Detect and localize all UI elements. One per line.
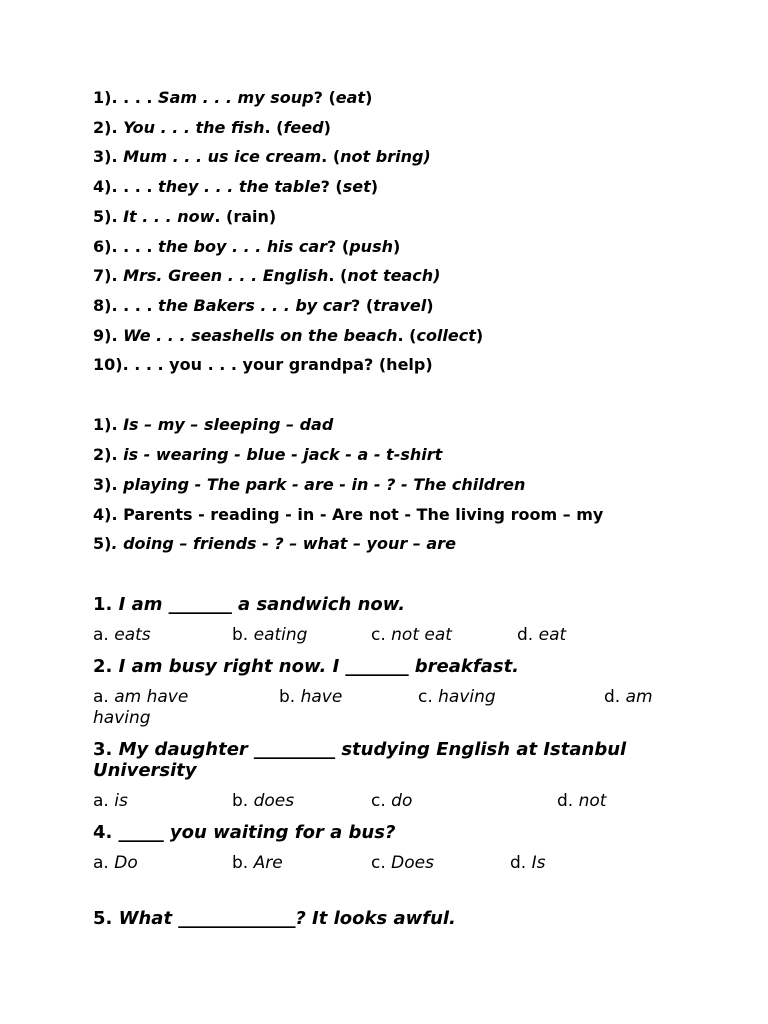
option-a[interactable]: a. eats bbox=[93, 625, 151, 645]
exercise-line: 2). is - wearing - blue - jack - a - t-shirt bbox=[93, 445, 443, 464]
exercise-line: 3). playing - The park - are - in - ? - The children bbox=[93, 475, 526, 494]
option-a[interactable]: a. am have bbox=[93, 687, 189, 707]
option-c[interactable]: c. Does bbox=[371, 853, 434, 873]
question-1: 1. I am _______ a sandwich now. bbox=[93, 594, 406, 615]
option-b[interactable]: b. Are bbox=[232, 853, 283, 873]
option-a[interactable]: a. is bbox=[93, 791, 128, 811]
option-a[interactable]: a. Do bbox=[93, 853, 138, 873]
options-4 bbox=[93, 853, 683, 874]
option-d-wrap[interactable]: having bbox=[93, 708, 151, 728]
exercise-line: 4). . . . they . . . the table? (set) bbox=[93, 177, 379, 196]
exercise-line: 5). doing – friends - ? – what – your – are bbox=[93, 534, 456, 553]
option-d[interactable]: d. am bbox=[604, 687, 653, 707]
exercise-line: 1). . . . Sam . . . my soup? (eat) bbox=[93, 88, 373, 107]
exercise-line: 8). . . . the Bakers . . . by car? (travel) bbox=[93, 296, 434, 315]
options-3 bbox=[93, 791, 683, 812]
option-d[interactable]: d. Is bbox=[510, 853, 546, 873]
option-b[interactable]: b. does bbox=[232, 791, 295, 811]
option-c[interactable]: c. do bbox=[371, 791, 413, 811]
exercise-line: 5). It . . . now. (rain) bbox=[93, 207, 277, 226]
exercise-line: 2). You . . . the fish. (feed) bbox=[93, 118, 331, 137]
exercise-line: 4). Parents - reading - in - Are not - The living room – my bbox=[93, 505, 604, 524]
exercise-line: 9). We . . . seashells on the beach. (collect) bbox=[93, 326, 484, 345]
option-c[interactable]: c. not eat bbox=[371, 625, 452, 645]
question-4: 4. _____ you waiting for a bus? bbox=[93, 822, 396, 843]
exercise-line: 7). Mrs. Green . . . English. (not teach) bbox=[93, 266, 441, 285]
exercise-line: 3). Mum . . . us ice cream. (not bring) bbox=[93, 147, 431, 166]
exercise-line: 1). Is – my – sleeping – dad bbox=[93, 415, 334, 434]
option-d[interactable]: d. not bbox=[557, 791, 607, 811]
option-b[interactable]: b. have bbox=[279, 687, 343, 707]
exercise-line: 6). . . . the boy . . . his car? (push) bbox=[93, 237, 401, 256]
question-3: 3. My daughter _________ studying English at Istanbul University bbox=[93, 739, 627, 781]
exercise-line: 10). . . . you . . . your grandpa? (help) bbox=[93, 355, 433, 374]
question-2: 2. I am busy right now. I _______ breakfast. bbox=[93, 656, 520, 677]
options-2 bbox=[93, 687, 683, 729]
options-1 bbox=[93, 625, 683, 646]
option-d[interactable]: d. eat bbox=[517, 625, 567, 645]
option-b[interactable]: b. eating bbox=[232, 625, 308, 645]
option-c[interactable]: c. having bbox=[418, 687, 496, 707]
question-5: 5. What _____________? It looks awful. bbox=[93, 908, 456, 929]
